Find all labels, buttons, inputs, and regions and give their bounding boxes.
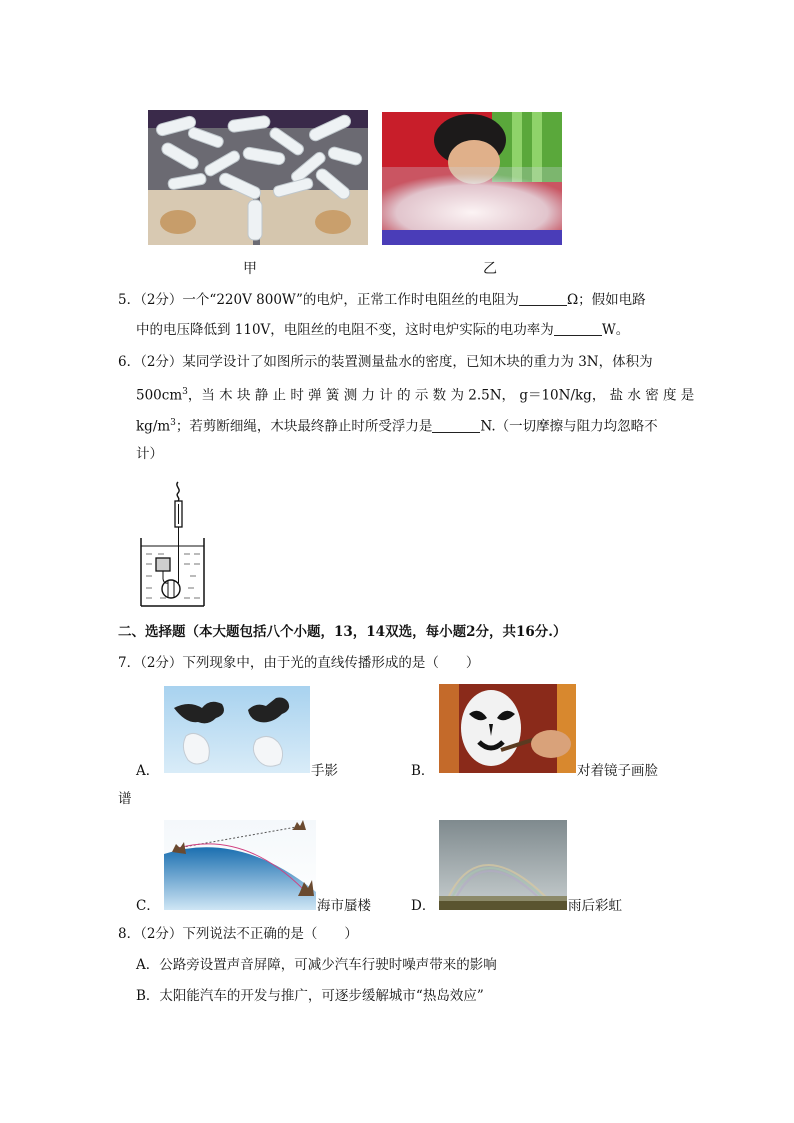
q7-option-b-wrap: 谱	[118, 791, 132, 807]
q7-option-c-letter: C．	[136, 898, 160, 914]
q6-line4: 计）	[136, 446, 163, 462]
q7-option-c-text: 海市蜃楼	[317, 898, 371, 914]
answer-blank	[432, 418, 480, 433]
q5-text-b: Ω；假如电路	[566, 292, 646, 308]
q8-option-a: A．公路旁设置声音屏障，可减少汽车行驶时噪声带来的影响	[136, 957, 497, 973]
q7-option-a-letter: A．	[136, 763, 160, 779]
dry-ice-photo	[148, 110, 368, 245]
answer-blank	[519, 291, 567, 306]
q8-option-b: B．太阳能汽车的开发与推广，可逐步缓解城市“热岛效应”	[136, 988, 484, 1004]
q7-option-d-letter: D．	[411, 898, 436, 914]
q6-line2	[136, 382, 694, 406]
q6-unit: kg/m	[136, 418, 171, 435]
rainbow-photo	[439, 820, 567, 910]
q7-option-b-text: 对着镜子画脸	[577, 763, 658, 779]
q5-text-a: 5．（2分）一个“220V 800W”的电炉，正常工作时电阻丝的电阻为	[118, 292, 519, 308]
figure-label-jia: 甲	[243, 261, 257, 277]
q6-line1: 6．（2分）某同学设计了如图所示的装置测量盐水的密度，已知木块的重力为 3N，体积为	[118, 354, 653, 370]
q6-text-b: ；若剪断细绳，木块最终静止时所受浮力是	[175, 418, 433, 435]
q5-text-d: W。	[601, 322, 630, 338]
q5-line2	[136, 320, 629, 340]
q7-stem: 7．（2分）下列现象中，由于光的直线传播形成的是（ ）	[118, 655, 480, 671]
q7-option-d-text: 雨后彩虹	[568, 898, 622, 914]
face-painting-photo	[439, 684, 576, 773]
q6-volume-sup: 3	[182, 387, 188, 397]
fog-boy-photo	[382, 112, 562, 245]
figure-label-yi: 乙	[483, 261, 497, 277]
q5-text-c: 中的电压降低到 110V，电阻丝的电阻不变，这时电炉实际的电功率为	[136, 322, 554, 338]
q6-text-c: N.（一切摩擦与阻力均忽略不	[480, 418, 658, 435]
hand-shadow-photo	[164, 686, 310, 773]
q6-volume: 500cm	[136, 387, 183, 404]
q7-option-a-text: 手影	[311, 763, 338, 779]
q6-line3	[136, 413, 658, 437]
section-title: 二、选择题（本大题包括八个小题，13，14双选，每小题2分，共16分.）	[118, 624, 567, 640]
q5-line1	[118, 290, 646, 310]
q6-text: ，当 木 块 静 止 时 弹 簧 测 力 计 的 示 数 为 2.5N， g＝10N/kg， 盐 水 密 度 是	[187, 387, 695, 404]
mirage-diagram	[164, 820, 316, 910]
q6-unit-sup: 3	[170, 418, 176, 428]
answer-blank	[554, 321, 602, 336]
q7-option-b-letter: B．	[411, 763, 435, 779]
q8-stem: 8．（2分）下列说法不正确的是（ ）	[118, 926, 358, 942]
buoyancy-apparatus-diagram	[138, 480, 208, 608]
